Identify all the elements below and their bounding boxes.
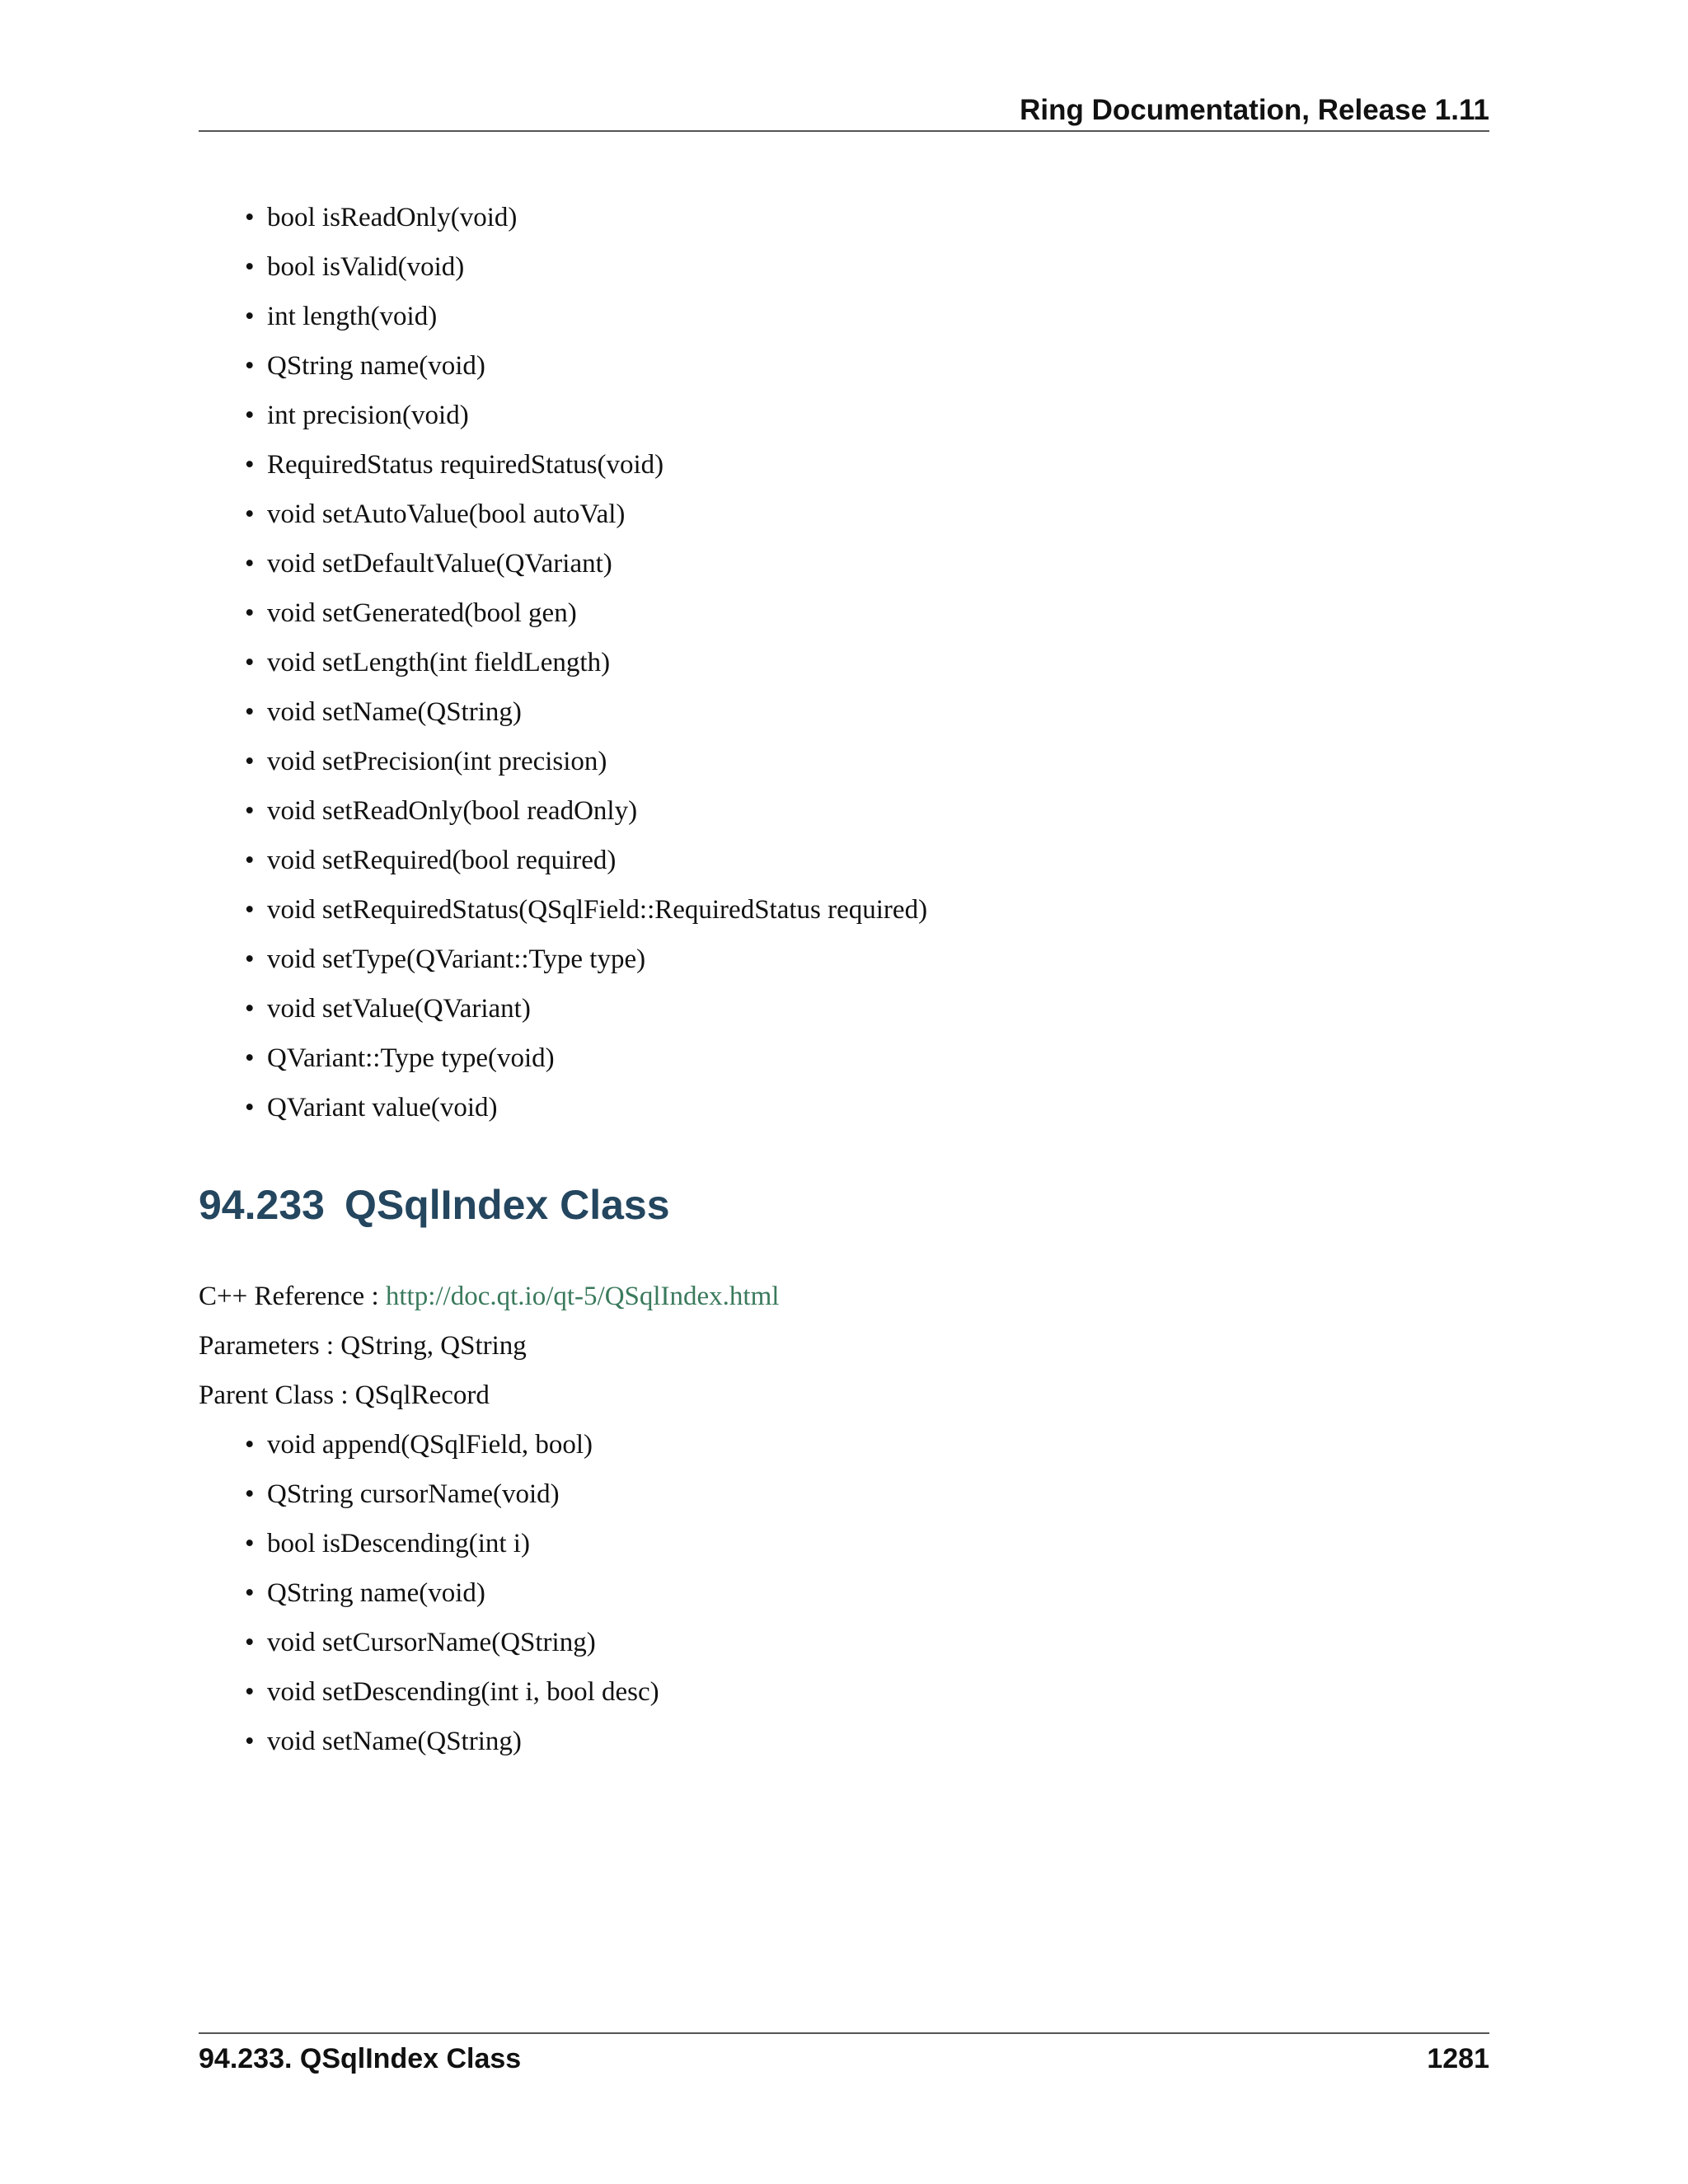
method-signature: QString cursorName(void) bbox=[267, 1479, 560, 1509]
bullet-icon: • bbox=[245, 252, 255, 282]
list-item bbox=[199, 984, 927, 1033]
bullet-icon: • bbox=[245, 1578, 255, 1608]
section-number: 94.233 bbox=[199, 1182, 325, 1228]
bullet-icon: • bbox=[245, 1479, 255, 1509]
list-item bbox=[199, 242, 927, 292]
method-signature: void setDefaultValue(QVariant) bbox=[267, 549, 612, 579]
list-item bbox=[199, 885, 927, 935]
list-item bbox=[199, 1083, 927, 1132]
list-item bbox=[199, 737, 927, 786]
list-item bbox=[199, 1033, 927, 1083]
bullet-icon: • bbox=[245, 1628, 255, 1657]
bullet-icon: • bbox=[245, 598, 255, 628]
parent-class-text: Parent Class : QSqlRecord bbox=[199, 1380, 490, 1410]
method-signature: QString name(void) bbox=[267, 1578, 485, 1608]
bullet-icon: • bbox=[245, 499, 255, 529]
bullet-icon: • bbox=[245, 351, 255, 381]
bullet-icon: • bbox=[245, 796, 255, 826]
method-signature: int precision(void) bbox=[267, 401, 469, 430]
method-signature: QString name(void) bbox=[267, 351, 485, 381]
section-title: QSqlIndex Class bbox=[344, 1182, 670, 1228]
bullet-icon: • bbox=[245, 895, 255, 925]
page-number: 1281 bbox=[1427, 2043, 1489, 2074]
bullet-icon: • bbox=[245, 944, 255, 974]
method-signature: RequiredStatus requiredStatus(void) bbox=[267, 450, 664, 480]
bullet-icon: • bbox=[245, 1677, 255, 1707]
method-signature: void setRequiredStatus(QSqlField::RequiredStatus required) bbox=[267, 895, 928, 925]
list-item bbox=[199, 1667, 659, 1717]
bullet-icon: • bbox=[245, 1043, 255, 1073]
list-item bbox=[199, 1717, 659, 1766]
list-item bbox=[199, 638, 927, 687]
method-signature: void setValue(QVariant) bbox=[267, 994, 531, 1024]
bullet-icon: • bbox=[245, 1529, 255, 1558]
cpp-reference-label: C++ Reference : bbox=[199, 1282, 386, 1311]
list-item bbox=[199, 1618, 659, 1667]
method-signature: void setRequired(bool required) bbox=[267, 846, 617, 875]
method-signature: void setGenerated(bool gen) bbox=[267, 598, 577, 628]
cpp-reference bbox=[199, 1272, 779, 1321]
list-item bbox=[199, 440, 927, 490]
method-signature: void setType(QVariant::Type type) bbox=[267, 944, 646, 974]
section-heading bbox=[199, 1180, 670, 1230]
list-item bbox=[199, 490, 927, 539]
bullet-icon: • bbox=[245, 1727, 255, 1756]
bullet-icon: • bbox=[245, 846, 255, 875]
list-item bbox=[199, 539, 927, 588]
method-signature: void setAutoValue(bool autoVal) bbox=[267, 499, 626, 529]
list-item bbox=[199, 1420, 659, 1469]
method-signature: bool isDescending(int i) bbox=[267, 1529, 530, 1558]
list-item bbox=[199, 786, 927, 836]
method-signature: void setName(QString) bbox=[267, 1727, 522, 1756]
method-signature: QVariant value(void) bbox=[267, 1093, 498, 1122]
list-item bbox=[199, 1568, 659, 1618]
parameters-text: Parameters : QString, QString bbox=[199, 1331, 527, 1361]
footer-section-label: 94.233. QSqlIndex Class bbox=[199, 2043, 522, 2074]
bullet-icon: • bbox=[245, 203, 255, 232]
bullet-icon: • bbox=[245, 1430, 255, 1460]
list-item bbox=[199, 588, 927, 638]
list-item bbox=[199, 687, 927, 737]
bullet-icon: • bbox=[245, 549, 255, 579]
qsqlfield-methods-list bbox=[199, 193, 927, 1132]
method-signature: void setReadOnly(bool readOnly) bbox=[267, 796, 638, 826]
list-item bbox=[199, 1469, 659, 1519]
list-item bbox=[199, 836, 927, 885]
method-signature: bool isValid(void) bbox=[267, 252, 465, 282]
method-signature: void setPrecision(int precision) bbox=[267, 747, 607, 776]
cpp-reference-link[interactable]: http://doc.qt.io/qt-5/QSqlIndex.html bbox=[385, 1282, 780, 1311]
bullet-icon: • bbox=[245, 450, 255, 480]
bullet-icon: • bbox=[245, 697, 255, 727]
method-signature: void setLength(int fieldLength) bbox=[267, 648, 611, 677]
method-signature: bool isReadOnly(void) bbox=[267, 203, 518, 232]
page-footer bbox=[199, 2032, 1489, 2083]
bullet-icon: • bbox=[245, 1093, 255, 1122]
method-signature: void setName(QString) bbox=[267, 697, 522, 727]
bullet-icon: • bbox=[245, 648, 255, 677]
method-signature: int length(void) bbox=[267, 302, 438, 331]
method-signature: QVariant::Type type(void) bbox=[267, 1043, 555, 1073]
bullet-icon: • bbox=[245, 302, 255, 331]
list-item bbox=[199, 292, 927, 341]
method-signature: void setCursorName(QString) bbox=[267, 1628, 596, 1657]
list-item bbox=[199, 1519, 659, 1568]
list-item bbox=[199, 935, 927, 984]
method-signature: void append(QSqlField, bool) bbox=[267, 1430, 593, 1460]
bullet-icon: • bbox=[245, 747, 255, 776]
bullet-icon: • bbox=[245, 994, 255, 1024]
document-title: Ring Documentation, Release 1.11 bbox=[1020, 94, 1489, 126]
list-item bbox=[199, 193, 927, 242]
page-header bbox=[199, 91, 1489, 132]
qsqlindex-methods-list bbox=[199, 1420, 659, 1766]
list-item bbox=[199, 341, 927, 391]
document-page bbox=[199, 0, 1489, 2184]
bullet-icon: • bbox=[245, 401, 255, 430]
method-signature: void setDescending(int i, bool desc) bbox=[267, 1677, 659, 1707]
list-item bbox=[199, 391, 927, 440]
